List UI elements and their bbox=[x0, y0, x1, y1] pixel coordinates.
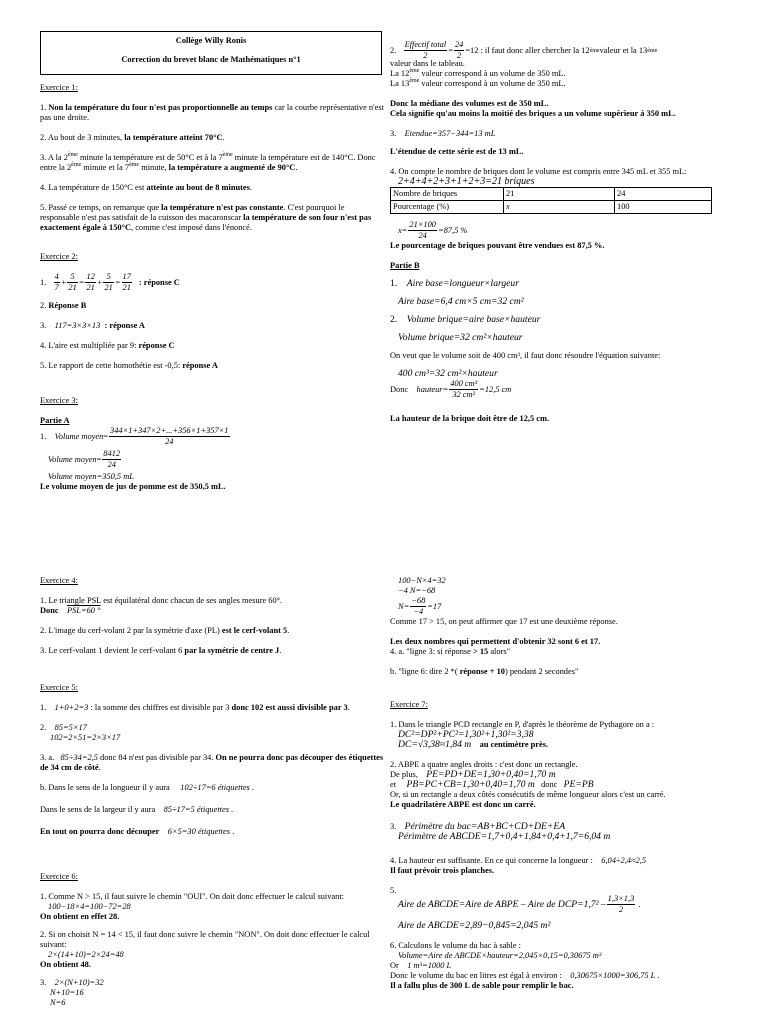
ex5-q1: 1. 1+0+2=3 : la somme des chiffres est divisible par 3 donc 102 est aussi divisible par 3. bbox=[40, 703, 350, 712]
table-row bbox=[391, 201, 712, 214]
exercise-1-heading: Exercice 1: bbox=[40, 83, 78, 92]
table-cell: x bbox=[504, 201, 615, 214]
ex3-median: 2. $\frac{\text{Effectif total}}{2}$ = $\frac{24}{2}$ =12 : il faut donc aller chercher la 12 ème valeur et la 13 ème bbox=[390, 40, 658, 60]
ex1-q3: 3. A la 2ème minute la température est de 50°C et à la 7ème minute la température est de 140°C. Donc entre la 2ème minute et la 7ème minute, la température a augmenté de 90°C. bbox=[40, 152, 376, 172]
ex4-q2: 2. L'image du cerf-volant 2 par la symétrie d'axe (PL) est le cerf-volant 5. bbox=[40, 626, 290, 635]
exercise-3-heading: Exercice 3: bbox=[40, 396, 78, 405]
ex7-q1: 1. Dans le triangle PCD rectangle en P, d'après le théorème de Pythagore on a : bbox=[390, 720, 655, 729]
ex3-b3-text: On veut que le volume soit de 400 cm³, il faut donc résoudre l'équation suivante: bbox=[390, 351, 661, 360]
ex3-b3-eq: 400 cm³=32 cm²×hauteur bbox=[398, 368, 498, 379]
ex5-q2-l1: 2. 85=5×17 bbox=[40, 723, 87, 732]
ex6-q2-expr: 2×(14+10)=2×24=48 bbox=[48, 950, 124, 959]
ex3-q4-sum: 2+4+4+2+3+1+2+3=21 briques bbox=[398, 176, 535, 187]
ex6-r2: −4 N=−68 bbox=[398, 586, 436, 595]
ex6-q2-conclusion: On obtient 48. bbox=[40, 960, 91, 969]
ex4-q1-eq: Donc PSL=60 ° bbox=[40, 606, 101, 615]
exercise-4 bbox=[40, 576, 385, 656]
ex6-r1: 100−N×4=32 bbox=[398, 576, 446, 585]
ex6-q1-expr: 100−18×4=100−72=28 bbox=[48, 902, 131, 911]
ex7-q5-e2: Aire de ABCDE=2,89−0,845=2,045 m² bbox=[398, 920, 551, 931]
ex3-b2: 2. Volume brique=aire base×hauteur bbox=[390, 314, 541, 325]
ex2-q4: 4. L'aire est multipliée par 9: réponse C bbox=[40, 341, 175, 350]
ex4-q3: 3. Le cerf-volant 1 devient le cerf-volant 6 par la symétrie de centre J. bbox=[40, 646, 282, 655]
exercise-4-heading: Exercice 4: bbox=[40, 576, 78, 585]
ex3-median-c2: Cela signifie qu'au moins la moitié des briques a un volume supérieur à 350 mL. bbox=[390, 109, 676, 118]
ex7-q2-e2: et PB=PC+CB=1,30+0,40=1,70 m donc PE=PB bbox=[390, 779, 594, 790]
table-cell: Pourcentage (%) bbox=[391, 201, 504, 214]
ex7-q5-e1: Aire de ABCDE=Aire de ABPE – Aire de DCP=1,7² – $\frac{1,3\times 1,3}{2}$ . bbox=[398, 894, 641, 914]
ex1-q5: 5. Passé ce temps, on remarque que la température n'est pas constante. C'est pourquoi le responsable n'est pas satisfait de la cuisson des macaronscar la température de son four n'est pas exactement égale à 150°C, comme c'est imposé dans l'énoncé. bbox=[40, 203, 372, 232]
ex6-q3-l2: N+10=16 bbox=[50, 988, 84, 997]
table-cell: Nombre de briques bbox=[391, 188, 504, 201]
table-cell: 100 bbox=[615, 201, 712, 214]
table-row bbox=[391, 188, 712, 201]
exercise-6-heading: Exercice 6: bbox=[40, 872, 78, 881]
part-a-heading: Partie A bbox=[40, 416, 70, 425]
ex3-q4-text: 4. On compte le nombre de briques dont le volume est compris entre 345 mL et 355 mL: bbox=[390, 167, 687, 176]
ex7-q1-e2: DC=√3,38≈1,84 m au centimètre près. bbox=[398, 739, 549, 750]
ex6-q3-l3: N=6 bbox=[50, 998, 66, 1007]
ex3-b2b: Volume brique=32 cm²×hauteur bbox=[398, 332, 523, 343]
exercise-7 bbox=[390, 700, 735, 991]
ex7-q4: 4. La hauteur est suffisante. En ce qui concerne la longueur : 6,04÷2,4≈2,5 bbox=[390, 856, 647, 865]
ex3-b1b: Aire base=6,4 cm×5 cm=32 cm² bbox=[398, 296, 524, 307]
ex3-b3-solve: Donc hauteur= $\frac{\text{400 cm³}}{\text{32 cm²}}$ =12,5 cm bbox=[390, 379, 512, 399]
ex3-range-conclusion: L'étendue de cette série est de 13 mL. bbox=[390, 147, 524, 156]
ex6-r3: N= $\frac{-68}{-4}$ =17 bbox=[398, 596, 442, 616]
ex1-q4: 4. La température de 150°C est atteinte au bout de 8 minutes. bbox=[40, 183, 252, 192]
ex3-mean-conclusion: Le volume moyen de jus de pomme est de 350,5 mL. bbox=[40, 482, 226, 491]
page-title: Correction du brevet blanc de Mathématiques n°1 bbox=[121, 55, 301, 64]
exercise-1 bbox=[40, 83, 385, 233]
ex2-q1: 1. $\frac{4}{7}$ + $\frac{5}{21}$ = $\frac{12}{21}$ + $\frac{5}{21}$ = $\frac{17}{21}$ : réponse C bbox=[40, 272, 180, 292]
part-b-heading: Partie B bbox=[390, 261, 420, 270]
ex6-r7: b. "ligne 6: dire 2 *( réponse + 10) pendant 2 secondes" bbox=[390, 667, 579, 676]
ex7-q6-e1: Volume=Aire de ABCDE×hauteur=2,045×0,15=0,30675 m³ bbox=[398, 951, 602, 960]
ex7-q2-a: 2. ABPE a quatre angles droits : c'est donc un rectangle. bbox=[390, 760, 578, 769]
exercise-3-part-a bbox=[40, 396, 385, 492]
ex7-q4-b: Il faut prévoir trois planches. bbox=[390, 866, 495, 875]
exercise-6 bbox=[40, 872, 385, 1008]
ex6-r5: Les deux nombres qui permettent d'obtenir 32 sont 6 et 17. bbox=[390, 637, 601, 646]
ex4-q1: 1. Le triangle PSL est équilatéral donc chacun de ses angles mesure 60°. bbox=[40, 596, 283, 605]
ex6-q1-conclusion: On obtient en effet 28. bbox=[40, 912, 120, 921]
ex3-mean-step2: Volume moyen = $\frac{8412}{24}$ bbox=[48, 449, 121, 469]
ex6-r4: Comme 17 > 15, on peut affirmer que 17 est une deuxième réponse. bbox=[390, 617, 618, 626]
exercise-5-heading: Exercice 5: bbox=[40, 683, 78, 692]
ex5-qd: En tout on pourra donc découper 6×5=30 étiquettes . bbox=[40, 827, 235, 836]
ex3-mean-formula: 1. Volume moyen = $\frac{344\times 1+347\times 2+...+356\times 1+357\times 1}{24}$ bbox=[40, 426, 229, 446]
ex7-q6-b: Donc le volume du bac en litres est égal à environ : 0,30675×1000=306,75 L . bbox=[390, 971, 660, 980]
ex5-q2-l2: 102=2×51=2×3×17 bbox=[50, 733, 121, 742]
ex2-q3: 3. 117=3×3×13 : réponse A bbox=[40, 321, 145, 330]
exercise-7-heading: Exercice 7: bbox=[390, 700, 428, 709]
proportion-table bbox=[390, 187, 712, 214]
ex2-q2: 2. Réponse B bbox=[40, 301, 87, 310]
ex7-q1-e1: DC²=DP²+PC²=1,30²+1,30²=3,38 bbox=[398, 729, 534, 740]
ex3-median-note: valeur dans le tableau. bbox=[390, 59, 465, 68]
ex3-range: 3. Etendue=357−344=13 mL bbox=[390, 129, 496, 138]
ex3-median-c1: Donc la médiane des volumes est de 350 mL. bbox=[390, 99, 549, 108]
ex5-qb: b. Dans le sens de la longueur il y aura 102÷17=6 étiquettes . bbox=[40, 783, 254, 792]
ex6-q3-l1: 3. 2×(N+10)=32 bbox=[40, 978, 104, 987]
ex1-q2: 2. Au bout de 3 minutes, la température atteint 70°C. bbox=[40, 133, 225, 142]
ex1-q1: 1. Non la température du four n'est pas proportionnelle au temps car la courbe représentative n'est pas une droite. bbox=[40, 103, 384, 122]
ex3-b1: 1. Aire base=longueur×largeur bbox=[390, 278, 519, 289]
ex3-median-l1: La 12ème valeur correspond à un volume de 350 mL. bbox=[390, 68, 566, 78]
ex3-q4-conclusion: Le pourcentage de briques pouvant être vendues est 87,5 %. bbox=[390, 241, 605, 250]
exercise-6-continued bbox=[390, 576, 735, 677]
ex6-q2: 2. Si on choisit N = 14 < 15, il faut donc suivre le chemin "NON". On doit donc effectuer le calcul suivant: bbox=[40, 930, 370, 949]
table-cell: 24 bbox=[615, 188, 712, 201]
exercise-3-continued bbox=[390, 40, 735, 424]
ex3-x-calc: x= $\frac{21\times 100}{24}$ =87,5 % bbox=[398, 220, 468, 240]
ex3-median-l2: La 13ème valeur correspond à un volume de 350 mL. bbox=[390, 78, 566, 88]
ex3-b3-conclusion: La hauteur de la brique doit être de 12,5 cm. bbox=[390, 414, 550, 423]
ex7-q3-e2: Périmètre de ABCDE=1,7+0,4+1,84+0,4+1,7=6,04 m bbox=[398, 831, 611, 842]
ex3-mean-result: Volume moyen=350,5 mL bbox=[48, 472, 134, 481]
exercise-2 bbox=[40, 252, 385, 371]
ex7-q2-e1: De plus, PE=PD+DE=1,30+0,40=1,70 m bbox=[390, 769, 556, 780]
ex7-q6-a: 6. Calculons le volume du bac à sable : bbox=[390, 941, 521, 950]
ex7-q3-e1: 3. Périmètre du bac=AB+BC+CD+DE+EA bbox=[390, 821, 566, 832]
table-cell: 21 bbox=[504, 188, 615, 201]
ex7-q6-c: Il a fallu plus de 300 L de sable pour remplir le bac. bbox=[390, 981, 574, 990]
school-name: Collège Willy Ronis bbox=[175, 36, 247, 45]
exercise-2-heading: Exercice 2: bbox=[40, 252, 78, 261]
ex7-q2-d: Le quadrilatère ABPE est donc un carré. bbox=[390, 800, 536, 809]
ex7-q2-c: Or, si un rectangle a deux côtés consécutifs de même longueur alors c'est un carré. bbox=[390, 790, 666, 799]
ex7-q5-label: 5. bbox=[390, 886, 397, 895]
ex5-qc: Dans le sens de la largeur il y aura 85÷17=5 étiquettes . bbox=[40, 805, 234, 814]
ex5-q3: 3. a. 85÷34=2,5 donc 84 n'est pas divisible par 34. On ne pourra donc pas découper des étiquettes de 34 cm de côté. bbox=[40, 753, 384, 772]
header-box bbox=[40, 31, 382, 75]
exercise-5 bbox=[40, 683, 385, 837]
ex6-q1: 1. Comme N > 15, il faut suivre le chemin "OUI". On doit donc effectuer le calcul suivant: bbox=[40, 892, 344, 901]
ex7-q6-e2: Or 1 m³=1000 L bbox=[390, 961, 452, 970]
ex6-r6: 4. a. "ligne 3: si réponse > 15 alors" bbox=[390, 647, 511, 656]
ex2-q5: 5. Le rapport de cette homothétie est -0,5: réponse A bbox=[40, 361, 218, 370]
